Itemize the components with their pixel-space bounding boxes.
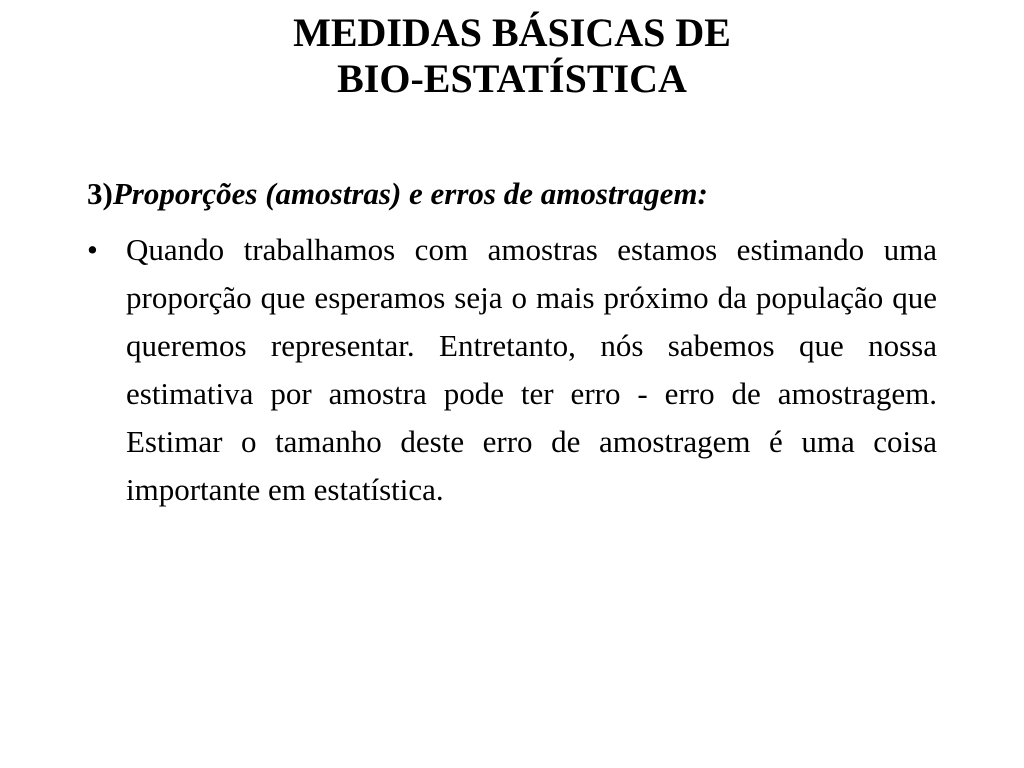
bullet-list xyxy=(87,226,937,514)
section-heading xyxy=(87,170,708,218)
slide-title-line-2: BIO-ESTATÍSTICA xyxy=(337,56,687,101)
section-number: 3) xyxy=(87,176,113,211)
slide-title-line-1: MEDIDAS BÁSICAS DE xyxy=(293,10,731,55)
bullet-marker: • xyxy=(87,232,98,267)
bullet-text: Quando trabalhamos com amostras estamos estimando uma proporção que esperamos seja o mais próximo da população que queremos representar. Entretanto, nós sabemos que nossa estimativa por amostra pode ter erro - erro de amostragem. Estimar o tamanho deste erro de amostragem é uma coisa importante em estatística. xyxy=(126,232,937,507)
section-label: Proporções (amostras) e erros de amostragem: xyxy=(112,176,708,211)
slide-title xyxy=(0,10,1024,102)
bullet-item xyxy=(87,226,937,514)
